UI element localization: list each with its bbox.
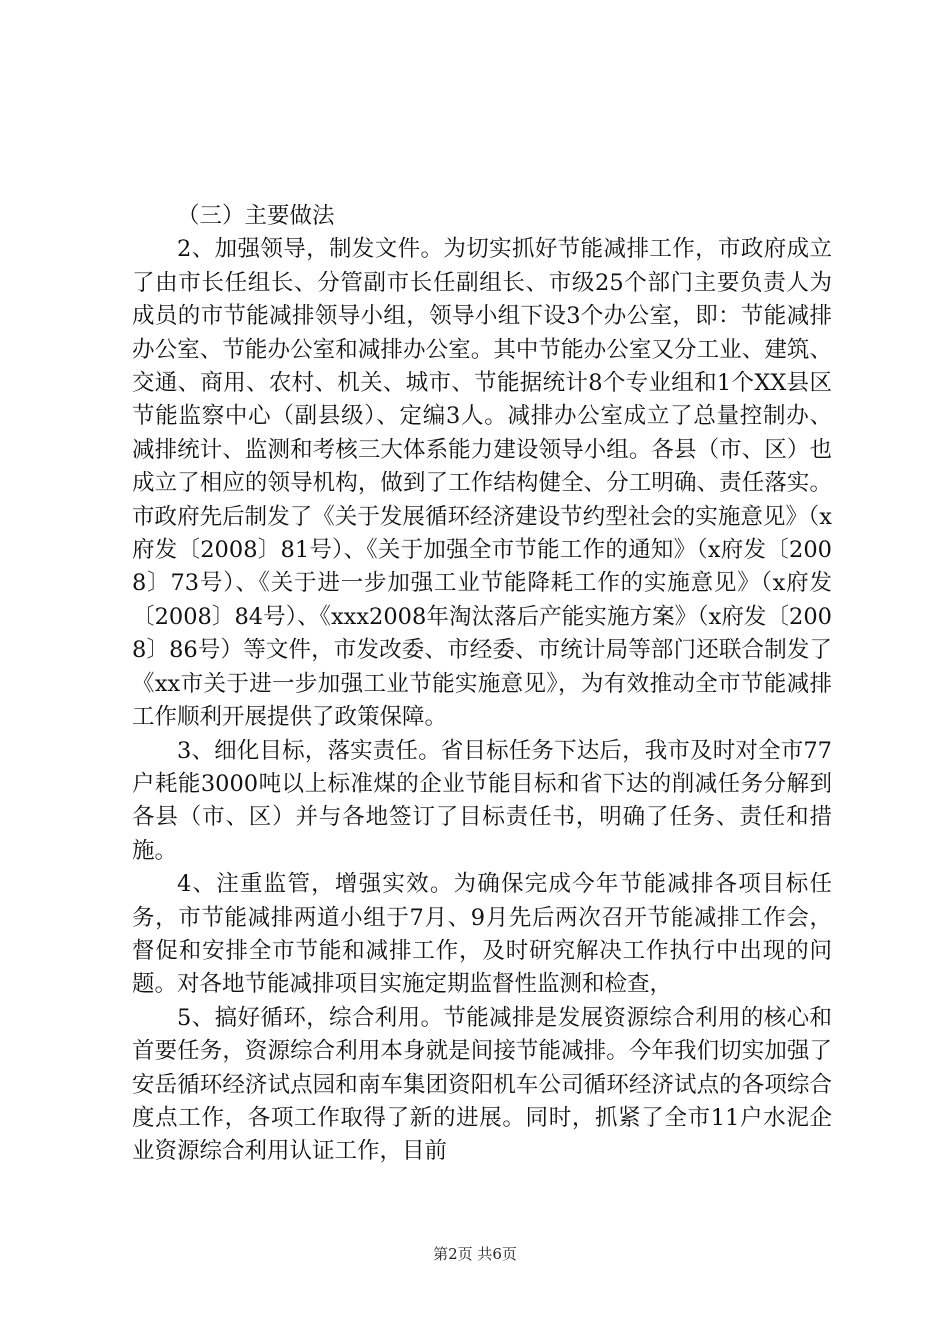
section-heading: （三）主要做法 — [177, 203, 335, 229]
paragraph-supervision: 4、注重监管，增强实效。为确保完成今年节能减排各项目标任务，市节能减排两道小组于7月、9月先后两次召开节能减排工作会，督促和安排全市节能和减排工作，及时研究解决工作执行中出现的问题。对各地节能减排项目实施定期监督性监测和检查， — [132, 871, 832, 998]
paragraph-leadership-documents: 2、加强领导，制发文件。为切实抓好节能减排工作，市政府成立了由市长任组长、分管副市长任副组长、市级25个部门主要负责人为成员的市节能减排领导小组，领导小组下设3个办公室，即：节能减排办公室、节能办公室和减排办公室。其中节能办公室又分工业、建筑、交通、商用、农村、机关、城市、节能据统计8个专业组和1个XX县区节能监察中心（副县级）、定编3人。减排办公室成立了总量控制办、减排统计、监测和考核三大体系能力建设领导小组。各县（市、区）也成立了相应的领导机构，做到了工作结构健全、分工明确、责任落实。市政府先后制发了《关于发展循环经济建设节约型社会的实施意见》（x府发〔2008〕81号）、《关于加强全市节能工作的通知》（x府发〔2008〕73号）、《关于进一步加强工业节能降耗工作的实施意见》（x府发〔2008〕84号）、《xxx2008年淘汰落后产能实施方案》（x府发〔2008〕86号）等文件，市发改委、市经委、市统计局等部门还联合制发了《xx市关于进一步加强工业节能实施意见》，为有效推动全市节能减排工作顺利开展提供了政策保障。 — [132, 236, 832, 731]
document-body — [132, 200, 832, 1169]
paragraph-targets-responsibility: 3、细化目标，落实责任。省目标任务下达后，我市及时对全市77户耗能3000吨以上标准煤的企业节能目标和省下达的削减任务分解到各县（市、区）并与各地签订了目标责任书，明确了任务、责任和措施。 — [132, 737, 832, 864]
page-number: 第2页 共6页 — [433, 1245, 517, 1263]
paragraph-recycling-utilization: 5、搞好循环，综合利用。节能减排是发展资源综合利用的核心和首要任务，资源综合利用本身就是间接节能减排。今年我们切实加强了安岳循环经济试点园和南车集团资阳机车公司循环经济试点的各项综合度点工作，各项工作取得了新的进展。同时，抓紧了全市11户水泥企业资源综合利用认证工作，目前 — [132, 1004, 832, 1165]
page-footer — [0, 1244, 950, 1264]
